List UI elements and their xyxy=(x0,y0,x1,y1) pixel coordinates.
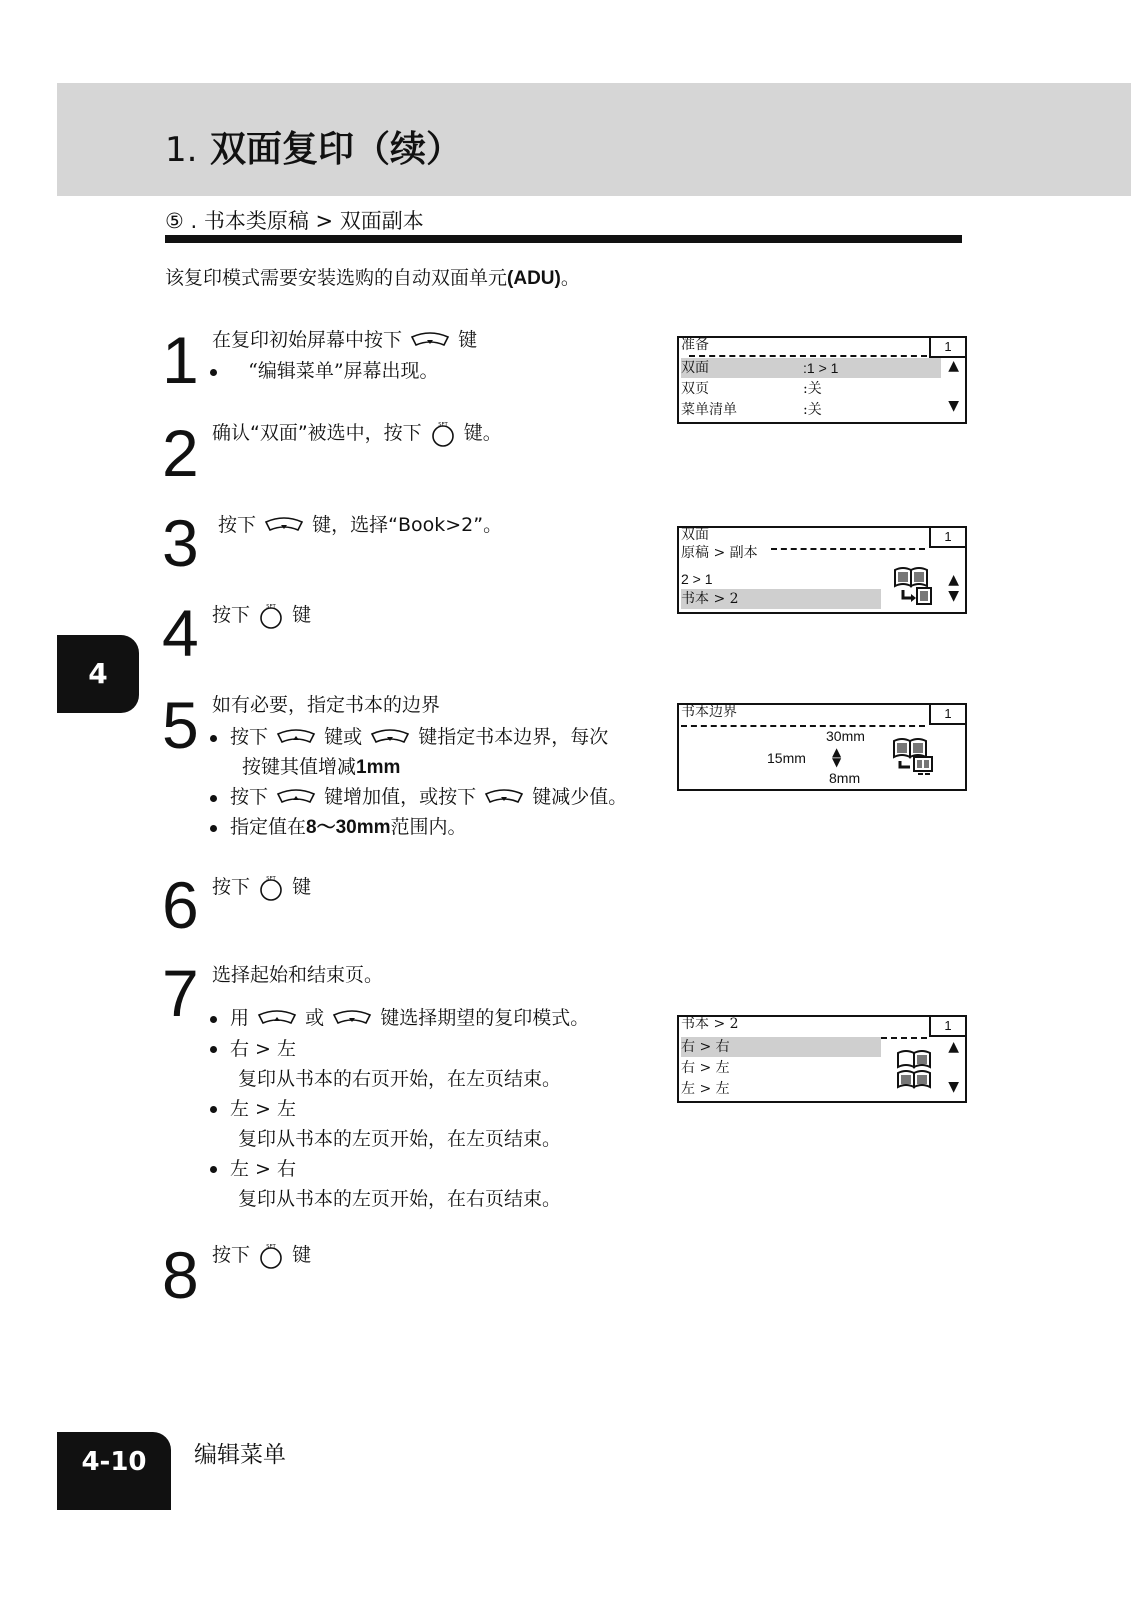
step-4-number: 4 xyxy=(162,596,199,670)
step-5-b2-a: 按下 xyxy=(230,786,269,808)
up-key-icon xyxy=(276,788,316,808)
step-1-number: 1 xyxy=(162,323,199,397)
lcd-screen-duplex xyxy=(677,526,967,614)
step-4-text-b: 键 xyxy=(292,604,312,626)
lcd-row-label: 双面 xyxy=(681,360,709,376)
book-margin-icon xyxy=(892,737,936,777)
step-5-b2-b: 键增加值，或按下 xyxy=(324,786,477,808)
book-copy-icon xyxy=(893,566,935,606)
lcd-page-number: 1 xyxy=(929,1017,965,1037)
intro-tail: 。 xyxy=(560,267,580,289)
step-7-option-2-desc: 复印从书本的左页开始，在左页结束。 xyxy=(238,1128,562,1150)
set-key-icon xyxy=(258,603,284,629)
svg-text:SET: SET xyxy=(266,875,276,882)
up-key-icon xyxy=(276,728,316,748)
chapter-tab: 4 xyxy=(57,635,139,713)
set-key-icon xyxy=(430,421,456,447)
lcd-header: 书本 > 2 xyxy=(681,1016,739,1032)
step-5-b1-b: 键或 xyxy=(324,726,363,748)
step-8-text-a: 按下 xyxy=(212,1244,251,1266)
step-3-text-b: 键，选择“Book>2”。 xyxy=(312,514,503,536)
step-5-bullet-2 xyxy=(210,782,627,812)
step-4-text-a: 按下 xyxy=(212,604,251,626)
step-2-number: 2 xyxy=(162,416,199,490)
scroll-down-icon: ▼ xyxy=(948,1079,959,1095)
lcd-row-value: :1 > 1 xyxy=(803,360,839,376)
step-8-number: 8 xyxy=(162,1238,199,1312)
lcd-dashed-line xyxy=(689,355,927,357)
step-7-opt2-label: 左 > 左 xyxy=(230,1098,296,1120)
intro-text xyxy=(165,263,580,290)
step-7-bullet-1 xyxy=(210,1003,589,1033)
lcd-dashed-line xyxy=(771,548,925,550)
lcd-row-right-left: 右 > 左 xyxy=(681,1060,730,1076)
step-6-text xyxy=(212,872,311,902)
down-key-icon xyxy=(264,516,304,536)
step-6-text-b: 键 xyxy=(292,876,312,898)
lcd-row-value: :关 xyxy=(803,402,822,418)
step-5-text: 如有必要，指定书本的边界 xyxy=(212,694,441,716)
step-8-text xyxy=(212,1240,311,1270)
section-subtitle: ⑤ . 书本类原稿 > 双面副本 xyxy=(165,209,424,233)
step-5-b3-b: 范围内。 xyxy=(390,816,467,838)
step-1-text xyxy=(212,325,477,355)
intro-bold: (ADU) xyxy=(507,268,561,289)
lcd-screen-edit-menu xyxy=(677,336,967,424)
lcd-screen-book-margin xyxy=(677,703,967,791)
lcd-row-book: 书本 > 2 xyxy=(681,589,881,609)
scroll-up-icon: ▲ xyxy=(948,572,959,588)
step-7-number: 7 xyxy=(162,956,199,1030)
step-5-b2-c: 键减少值。 xyxy=(532,786,628,808)
step-7-option-2 xyxy=(210,1094,296,1124)
step-1-bullet xyxy=(210,356,439,386)
lcd-row-left-left: 左 > 左 xyxy=(681,1081,730,1097)
lcd-page-number: 1 xyxy=(929,528,965,548)
title-rule xyxy=(165,235,962,243)
lcd-row-value: :关 xyxy=(803,381,822,397)
lcd-header: 准备 xyxy=(681,337,709,353)
lcd-row-2to1: 2 > 1 xyxy=(681,571,713,587)
step-2-text-a: 确认“双面”被选中，按下 xyxy=(212,422,422,444)
lcd-page-number: 1 xyxy=(929,338,965,358)
lcd-screen-start-end-page xyxy=(677,1015,967,1103)
set-key-icon xyxy=(258,875,284,901)
step-7-option-1-desc: 复印从书本的右页开始，在左页结束。 xyxy=(238,1068,562,1090)
title-text: 双面复印（续） xyxy=(210,129,463,170)
step-6-number: 6 xyxy=(162,868,199,942)
down-key-icon xyxy=(410,331,450,351)
svg-text:SET: SET xyxy=(438,421,448,428)
step-3-text xyxy=(218,510,502,540)
step-5-bullet-3 xyxy=(210,812,467,843)
step-5-b3-a: 指定值在 xyxy=(230,816,307,838)
step-2-text-b: 键。 xyxy=(463,422,502,444)
svg-text:SET: SET xyxy=(266,603,276,610)
step-5-b3-bold: 8～30mm xyxy=(306,817,391,838)
lcd-row-right-right: 右 > 右 xyxy=(681,1037,881,1057)
set-key-icon xyxy=(258,1243,284,1269)
scroll-up-icon: ▲ xyxy=(948,1039,959,1055)
lcd-min-value: 8mm xyxy=(829,770,861,786)
down-key-icon xyxy=(332,1009,372,1029)
intro-main: 该复印模式需要安装选购的自动双面单元 xyxy=(165,267,508,289)
up-down-arrows-icon: ▲ ▼ xyxy=(832,745,842,769)
lcd-dashed-line xyxy=(681,725,925,727)
footer-section-label: 编辑菜单 xyxy=(194,1442,286,1468)
step-4-text xyxy=(212,600,311,630)
lcd-row-label: 双页 xyxy=(681,381,709,397)
step-6-text-a: 按下 xyxy=(212,876,251,898)
scroll-up-icon: ▲ xyxy=(948,358,959,374)
step-1-text-b: 键 xyxy=(458,329,478,351)
lcd-row-duplex xyxy=(681,358,941,378)
step-7-b1-a: 用 xyxy=(230,1007,250,1029)
step-1-bullet-text: “编辑菜单”屏幕出现。 xyxy=(248,360,439,382)
up-key-icon xyxy=(257,1009,297,1029)
lcd-header: 书本边界 xyxy=(681,704,737,720)
step-7-opt1-label: 右 > 左 xyxy=(230,1038,296,1060)
step-7-b1-b: 或 xyxy=(305,1007,325,1029)
step-3-text-a: 按下 xyxy=(218,514,257,536)
scroll-down-icon: ▼ xyxy=(948,398,959,414)
svg-text:SET: SET xyxy=(266,1243,276,1250)
step-5-b1-c: 键指定书本边界，每次 xyxy=(418,726,609,748)
step-5-number: 5 xyxy=(162,688,199,762)
lcd-row-double-page xyxy=(681,379,941,399)
step-7-option-1 xyxy=(210,1034,296,1064)
book-pages-icon xyxy=(896,1049,934,1091)
step-8-text-b: 键 xyxy=(292,1244,312,1266)
step-7-option-3 xyxy=(210,1154,296,1184)
lcd-subheader: 原稿 > 副本 xyxy=(681,545,758,561)
lcd-current-value: 15mm xyxy=(767,750,806,766)
step-7-text: 选择起始和结束页。 xyxy=(212,964,384,986)
down-key-icon xyxy=(484,788,524,808)
lcd-header: 双面 xyxy=(681,527,709,543)
lcd-row-menu-list xyxy=(681,400,941,420)
step-5-bullet-1 xyxy=(210,722,608,752)
page-title xyxy=(165,129,463,170)
step-7-b1-c: 键选择期望的复印模式。 xyxy=(380,1007,590,1029)
footer-page-number: 4-10 xyxy=(57,1432,171,1510)
step-5-b1-a: 按下 xyxy=(230,726,269,748)
step-5-bullet-1-line-2 xyxy=(242,752,400,783)
step-3-number: 3 xyxy=(162,506,199,580)
scroll-down-icon: ▼ xyxy=(948,588,959,604)
down-key-icon xyxy=(370,728,410,748)
step-7-option-3-desc: 复印从书本的左页开始，在右页结束。 xyxy=(238,1188,562,1210)
lcd-row-label: 菜单清单 xyxy=(681,402,737,418)
step-1-text-a: 在复印初始屏幕中按下 xyxy=(212,329,403,351)
step-2-text xyxy=(212,418,502,448)
lcd-page-number: 1 xyxy=(929,705,965,725)
step-5-b1-line2-bold: 1mm xyxy=(356,757,401,778)
step-5-b1-line2: 按键其值增减 xyxy=(242,756,357,778)
step-7-opt3-label: 左 > 右 xyxy=(230,1158,296,1180)
title-number: 1. xyxy=(165,130,198,170)
lcd-max-value: 30mm xyxy=(826,728,865,744)
